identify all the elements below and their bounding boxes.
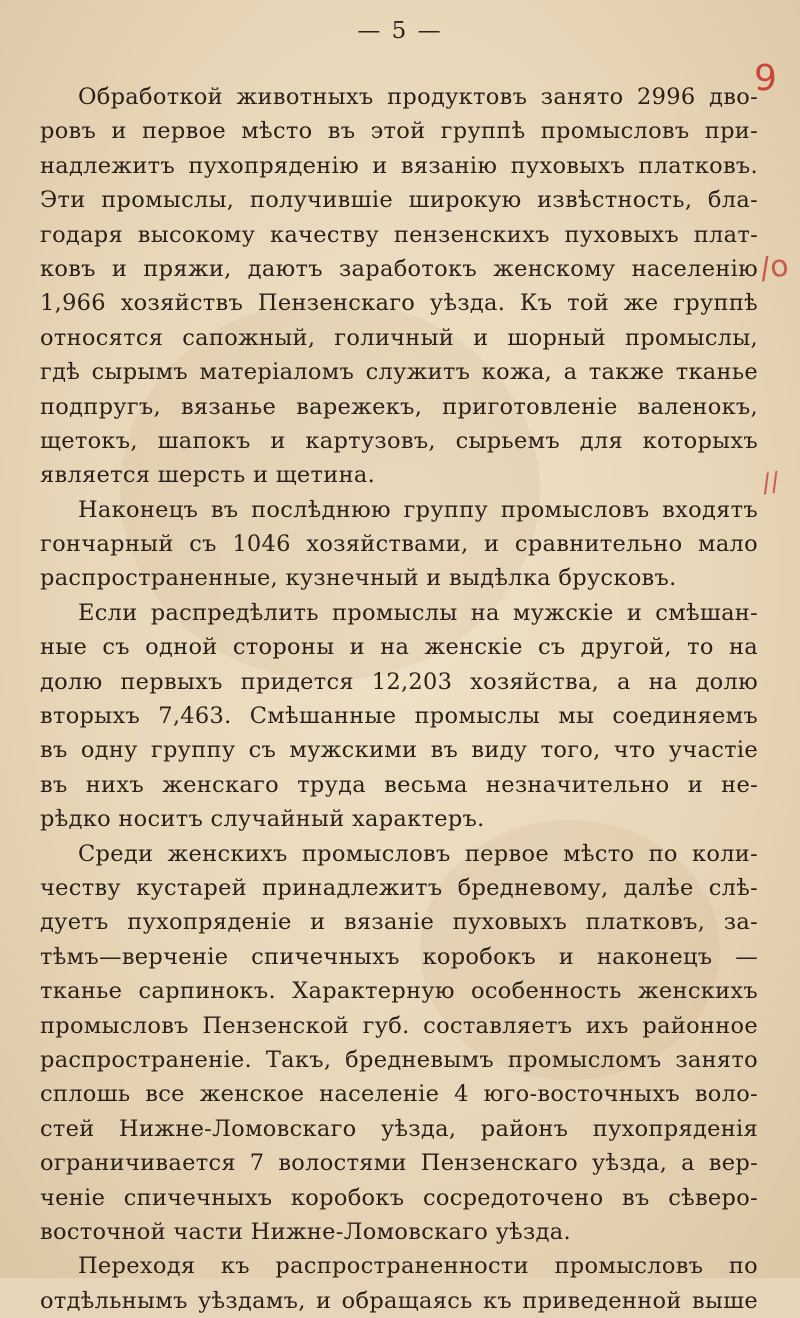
text-line: тканье сарпинокъ. Характерную особенность женскихъ [40, 978, 758, 1005]
text-line: ченіе спичечныхъ коробокъ сосредоточено въ сѣверо- [40, 1184, 758, 1211]
text-line: сплошь все женское населеніе 4 юго-восточныхъ воло- [40, 1081, 758, 1108]
text-line: ковъ и пряжи, даютъ заработокъ женскому населенію [40, 255, 758, 282]
text-line: дуетъ пухопряденіе и вязаніе пуховыхъ платковъ, за- [40, 909, 758, 936]
text-line: подпругъ, вязанье варежекъ, приготовленіе валенокъ, [40, 393, 758, 420]
text-line: 1,966 хозяйствъ Пензенскаго уѣзда. Къ той же группѣ [40, 290, 758, 317]
text-line: ные съ одной стороны и на женскіе съ другой, то на [40, 634, 758, 661]
margin-note-second: /о [757, 248, 791, 287]
text-line: является шерсть и щетина. [40, 462, 376, 489]
text-line: Среди женскихъ промысловъ первое мѣсто по коли- [78, 840, 758, 867]
text-line: щетокъ, шапокъ и картузовъ, сырьемъ для которыхъ [40, 427, 758, 454]
text-line: распространеніе. Такъ, бредневымъ промысломъ занято [40, 1046, 758, 1073]
text-line: стей Нижне-Ломовскаго уѣзда, районъ пухопряденія [40, 1115, 758, 1142]
text-line: ограничивается 7 волостями Пензенскаго уѣзда, а вер- [40, 1150, 758, 1177]
margin-note-third: // [759, 466, 783, 500]
text-line: годаря высокому качеству пензенскихъ пуховыхъ плат- [40, 221, 758, 248]
text-line: долю первыхъ придется 12,203 хозяйства, а на долю [40, 668, 758, 695]
text-line: распространенные, кузнечный и выдѣлка брусковъ. [40, 565, 677, 592]
text-line: въ нихъ женскаго труда весьма незначительно и не- [40, 771, 758, 798]
text-line: гончарный съ 1046 хозяйствами, и сравнительно мало [40, 531, 758, 558]
text-line: тѣмъ—верченіе спичечныхъ коробокъ и наконецъ — [40, 943, 758, 970]
margin-note-first: 9 [754, 58, 777, 99]
text-line: вторыхъ 7,463. Смѣшанные промыслы мы соединяемъ [40, 703, 758, 730]
text-line: Наконецъ въ послѣднюю группу промысловъ входятъ [78, 496, 758, 523]
text-line: восточной части Нижне-Ломовскаго уѣзда. [40, 1218, 571, 1245]
text-line: въ одну группу съ мужскими въ виду того, что участіе [40, 737, 758, 764]
text-line: относятся сапожный, голичный и шорный промыслы, [40, 324, 758, 351]
page-number: — 5 — [357, 18, 443, 44]
text-line: промысловъ Пензенской губ. составляетъ ихъ районное [40, 1012, 758, 1039]
text-line: гдѣ сырымъ матеріаломъ служитъ кожа, а также тканье [40, 359, 758, 386]
text-line: ровъ и первое мѣсто въ этой группѣ промысловъ при- [40, 118, 758, 145]
text-line: Переходя къ распространенности промысловъ по [78, 1253, 758, 1280]
text-line: Если распредѣлить промыслы на мужскіе и смѣшан- [78, 599, 758, 626]
body-text [40, 80, 758, 1318]
text-line: рѣдко носитъ случайный характеръ. [40, 806, 485, 833]
text-line: надлежитъ пухопряденію и вязанію пуховыхъ платковъ. [40, 152, 758, 179]
text-line: честву кустарей принадлежитъ бредневому, далѣе слѣ- [40, 874, 758, 901]
text-line: Обработкой животныхъ продуктовъ занято 2996 дво- [78, 84, 758, 110]
text-line: Эти промыслы, получившіе широкую извѣстность, бла- [40, 187, 758, 214]
text-line: отдѣльнымъ уѣздамъ, и обращаясь къ приведенной выше [40, 1287, 758, 1314]
